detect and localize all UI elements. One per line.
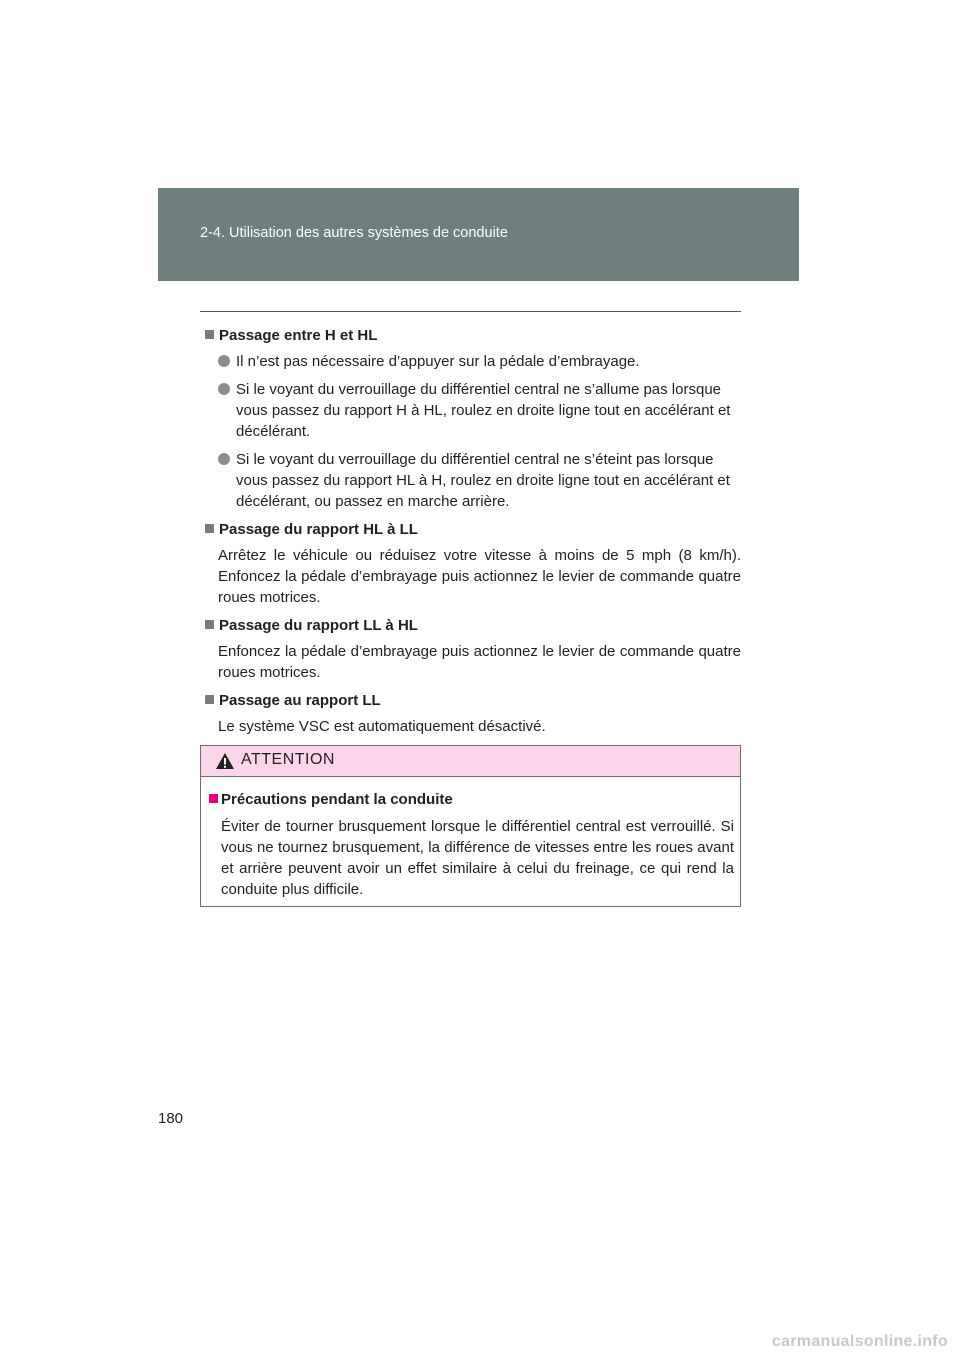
circle-bullet-icon xyxy=(218,453,230,465)
circle-bullet-icon xyxy=(218,355,230,367)
square-bullet-icon xyxy=(209,794,218,803)
section-title: 2-4. Utilisation des autres systèmes de conduite xyxy=(200,225,508,241)
main-content xyxy=(200,325,741,744)
heading-ll: Passage au rapport LL xyxy=(200,690,741,711)
divider-rule xyxy=(200,311,741,312)
paragraph-ll: Le système VSC est automatiquement désactivé. xyxy=(218,718,546,735)
section-header-band xyxy=(158,188,799,281)
heading-hl-ll: Passage du rapport HL à LL xyxy=(200,519,741,540)
square-bullet-icon xyxy=(205,330,214,339)
warning-heading: Précautions pendant la conduite xyxy=(209,789,734,810)
warning-text: Éviter de tourner brusquement lorsque le différentiel central est verrouillé. Si vous ne tournez brusquement, la différence de vitesses entre les roues avant et arrière peuvent avoir un effet similaire à celui du freinage, ce qui rend la conduite plus difficile. xyxy=(221,818,734,898)
heading-h-hl: Passage entre H et HL xyxy=(200,325,741,346)
paragraph-hl-ll: Arrêtez le véhicule ou réduisez votre vitesse à moins de 5 mph (8 km/h). Enfoncez la pédale d’embrayage puis actionnez le levier de commande quatre roues motrices. xyxy=(218,547,741,606)
circle-bullet-icon xyxy=(218,383,230,395)
warning-triangle-icon xyxy=(215,752,235,775)
heading-ll-hl: Passage du rapport LL à HL xyxy=(200,615,741,636)
warning-title: ATTENTION xyxy=(241,751,335,768)
warning-box xyxy=(200,745,741,907)
page-number: 180 xyxy=(158,1110,184,1127)
warning-header xyxy=(201,746,740,777)
square-bullet-icon xyxy=(205,524,214,533)
bullet-item: Il n’est pas nécessaire d’appuyer sur la pédale d’embrayage. xyxy=(218,351,741,372)
watermark: carmanualsonline.info xyxy=(771,1333,948,1350)
bullet-item: Si le voyant du verrouillage du différentiel central ne s’éteint pas lorsque vous passez du rapport HL à H, roulez en droite ligne tout en accélérant et décélérant, ou passez en marche arrière. xyxy=(218,449,741,512)
bullet-item: Si le voyant du verrouillage du différentiel central ne s’allume pas lorsque vous passez du rapport H à HL, roulez en droite ligne tout en accélérant et décélérant. xyxy=(218,379,741,442)
square-bullet-icon xyxy=(205,620,214,629)
warning-body xyxy=(201,777,740,900)
square-bullet-icon xyxy=(205,695,214,704)
paragraph-ll-hl: Enfoncez la pédale d’embrayage puis actionnez le levier de commande quatre roues motrices. xyxy=(218,643,741,681)
